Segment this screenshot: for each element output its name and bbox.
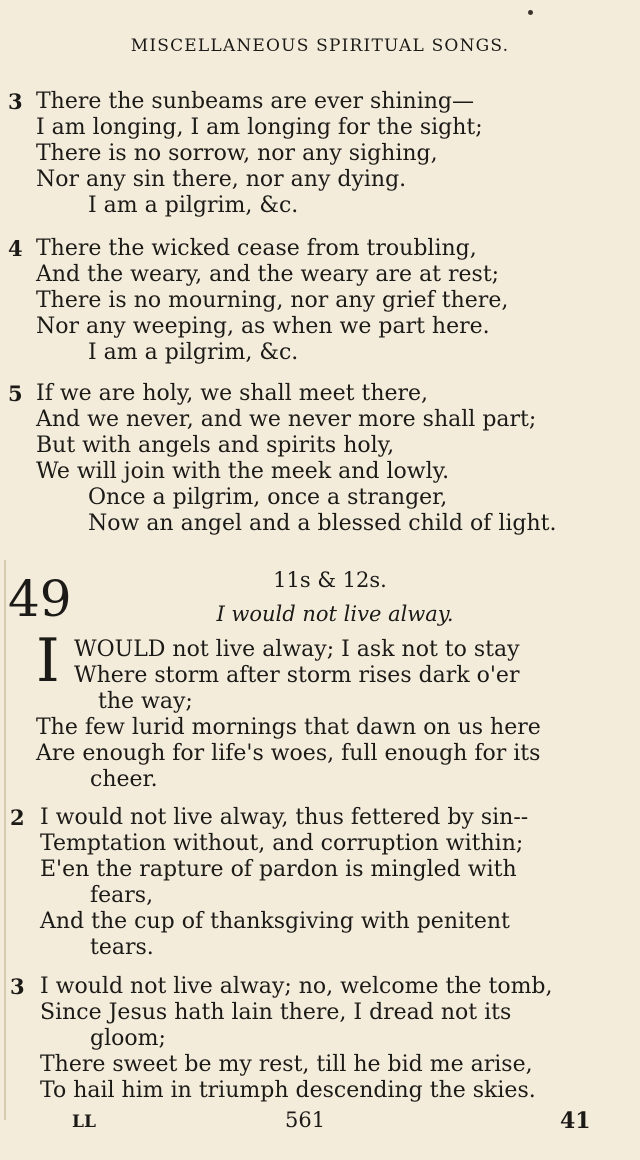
verse-line: fears, <box>90 883 154 908</box>
hymn-number: 49 <box>8 570 72 628</box>
verse-line: I am longing, I am longing for the sight; <box>36 115 483 140</box>
verse-line: I would not live alway, thus fettered by sin-- <box>40 805 529 830</box>
verse-line: If we are holy, we shall meet there, <box>36 381 429 406</box>
verse-line: And the weary, and the weary are at rest; <box>36 262 500 287</box>
ink-spot <box>528 10 533 15</box>
verse-line: There is no mourning, nor any grief there, <box>36 288 509 313</box>
signature-mark: LL <box>72 1112 96 1132</box>
verse-line: There the wicked cease from troubling, <box>36 236 477 261</box>
verse-line: gloom; <box>90 1026 166 1051</box>
verse-line: But with angels and spirits holy, <box>36 433 395 458</box>
verse-line: Nor any sin there, nor any dying. <box>36 167 407 192</box>
folio-number: 41 <box>560 1108 591 1134</box>
hymn-meter: 11s & 12s. <box>273 568 387 592</box>
stanza-number: 5 <box>8 381 23 406</box>
hymn-title: I would not live alway. <box>216 602 454 626</box>
verse-line: Since Jesus hath lain there, I dread not its <box>40 1000 512 1025</box>
verse-line: E'en the rapture of pardon is mingled with <box>40 857 517 882</box>
verse-line: the way; <box>98 689 193 714</box>
verse-line: I would not live alway; no, welcome the tomb, <box>40 974 553 999</box>
refrain-line: I am a pilgrim, &c. <box>88 193 299 218</box>
verse-line: There is no sorrow, nor any sighing, <box>36 141 438 166</box>
refrain-line: I am a pilgrim, &c. <box>88 340 299 365</box>
verse-line: WOULD not live alway; I ask not to stay <box>74 637 520 662</box>
verse-line: And we never, and we never more shall part; <box>36 407 537 432</box>
margin-shadow <box>4 560 6 1120</box>
running-header: MISCELLANEOUS SPIRITUAL SONGS. <box>130 36 510 56</box>
page-number: 561 <box>285 1108 326 1132</box>
verse-line: To hail him in triumph descending the skies. <box>40 1078 536 1103</box>
stanza-number: 2 <box>10 805 25 830</box>
stanza-number: 3 <box>10 974 25 999</box>
verse-line: There sweet be my rest, till he bid me arise, <box>40 1052 533 1077</box>
verse-line: The few lurid mornings that dawn on us here <box>36 715 541 740</box>
verse-line: cheer. <box>90 767 158 792</box>
verse-line: And the cup of thanksgiving with penitent <box>40 909 510 934</box>
verse-line: tears. <box>90 935 154 960</box>
verse-line: Temptation without, and corruption within; <box>40 831 524 856</box>
verse-line: Where storm after storm rises dark o'er <box>74 663 520 688</box>
verse-line: Are enough for life's woes, full enough for its <box>36 741 541 766</box>
verse-line: Once a pilgrim, once a stranger, <box>88 485 448 510</box>
verse-line: Now an angel and a blessed child of light. <box>88 511 557 536</box>
drop-cap: I <box>36 626 60 696</box>
stanza-number: 4 <box>8 236 23 261</box>
verse-line: Nor any weeping, as when we part here. <box>36 314 490 339</box>
verse-line: We will join with the meek and lowly. <box>36 459 450 484</box>
verse-line: There the sunbeams are ever shining— <box>36 89 474 114</box>
stanza-number: 3 <box>8 89 23 114</box>
